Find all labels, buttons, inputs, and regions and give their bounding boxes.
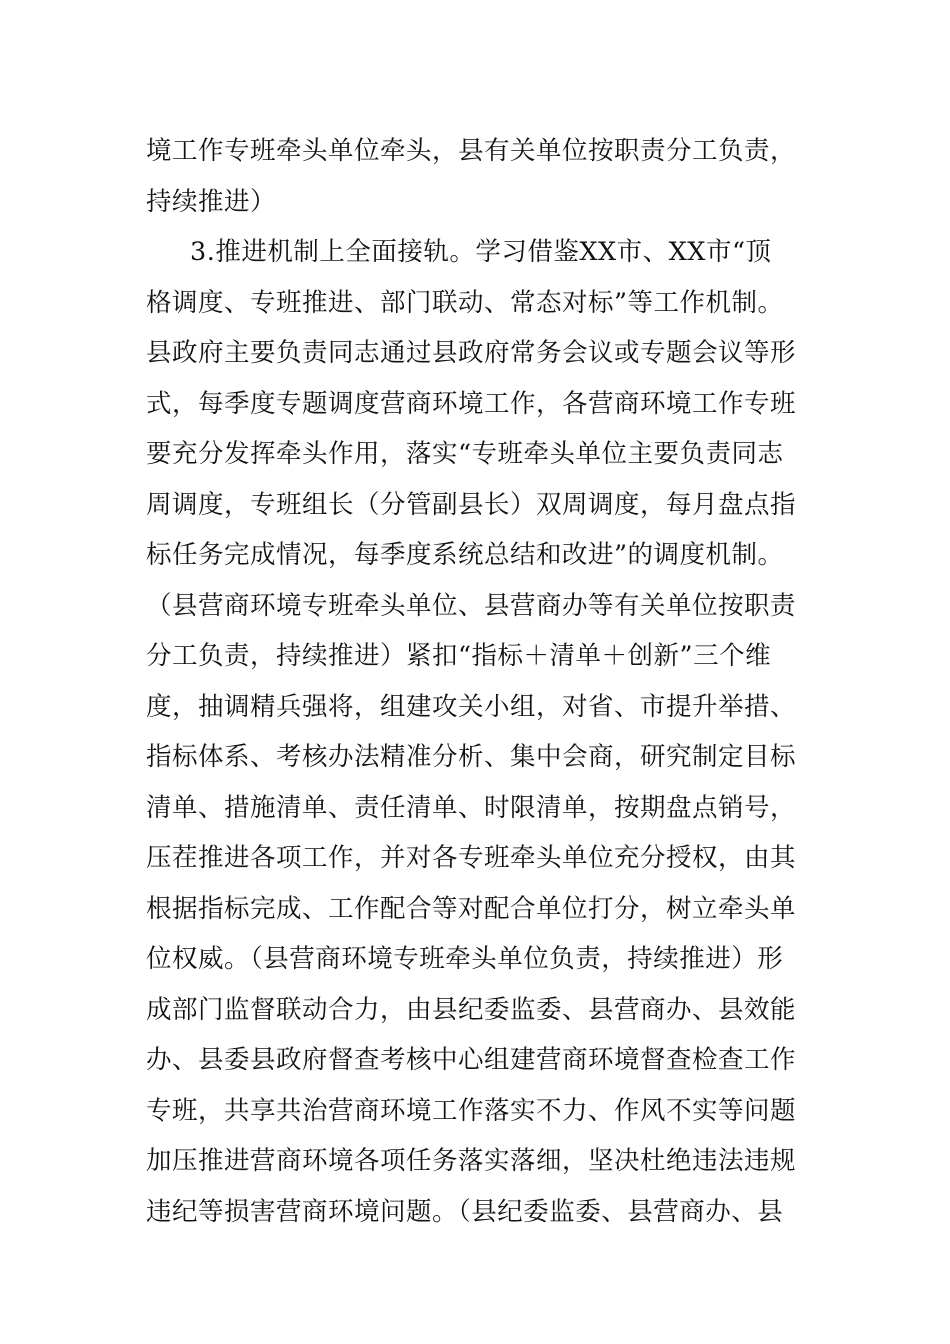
text-line: 清单、措施清单、责任清单、时限清单，按期盘点销号，	[146, 792, 797, 823]
body-text	[146, 126, 811, 1237]
text-line: 根据指标完成、工作配合等对配合单位打分，树立牵头单	[146, 893, 797, 924]
text-line: 指标体系、考核办法精准分析、集中会商，研究制定目标	[146, 742, 797, 772]
text-line: 违纪等损害营商环境问题。（县纪委监委、县营商办、县	[146, 1196, 784, 1227]
text-line: 县政府主要负责同志通过县政府常务会议或专题会议等形	[146, 338, 797, 368]
text-line: 分工负责，持续推进）紧扣“指标＋清单＋创新”三个维	[146, 641, 772, 671]
text-line: 要充分发挥牵头作用，落实“专班牵头单位主要负责同志	[146, 439, 784, 469]
text-line: 持续推进）	[146, 186, 277, 217]
text-line: 位权威。（县营商环境专班牵头单位负责，持续推进）形	[146, 944, 784, 974]
text-line: 境工作专班牵头单位牵头，县有关单位按职责分工负责，	[146, 136, 797, 166]
text-line: 加压推进营商环境各项任务落实落细，坚决杜绝违法违规	[146, 1146, 797, 1176]
text-line: 式，每季度专题调度营商环境工作，各营商环境工作专班	[146, 388, 797, 419]
text-line: 成部门监督联动合力，由县纪委监委、县营商办、县效能	[146, 994, 797, 1025]
text-line: （县营商环境专班牵头单位、县营商办等有关单位按职责	[146, 590, 797, 621]
section-heading-line: 3.推进机制上全面接轨。学习借鉴XX市、XX市“顶	[190, 237, 772, 267]
text-line: 度，抽调精兵强将，组建攻关小组，对省、市提升举措、	[146, 691, 797, 722]
text-line: 标任务完成情况，每季度系统总结和改进”的调度机制。	[146, 540, 784, 570]
text-line: 专班，共享共治营商环境工作落实不力、作风不实等问题	[146, 1095, 797, 1126]
text-line: 压茬推进各项工作，并对各专班牵头单位充分授权，由其	[146, 843, 797, 873]
text-line: 格调度、专班推进、部门联动、常态对标”等工作机制。	[146, 287, 784, 318]
text-line: 周调度，专班组长（分管副县长）双周调度，每月盘点指	[146, 489, 797, 520]
text-line: 办、县委县政府督查考核中心组建营商环境督查检查工作	[146, 1045, 797, 1075]
